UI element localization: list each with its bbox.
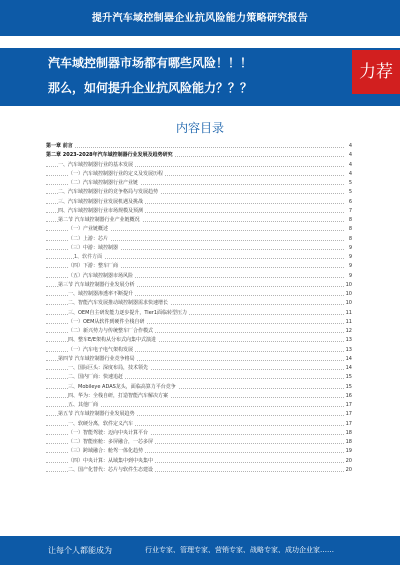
toc-row[interactable] — [46, 244, 352, 253]
toc-page-number: 17 — [344, 401, 352, 410]
toc-page-number: 10 — [344, 281, 352, 290]
toc-row[interactable] — [46, 188, 352, 197]
toc-row[interactable] — [46, 392, 352, 401]
toc-row[interactable] — [46, 383, 352, 392]
toc-entry-label: 第一章 前言 — [46, 142, 75, 151]
toc-row[interactable] — [46, 151, 352, 160]
recommend-seal — [352, 50, 400, 94]
toc-page-number: 11 — [344, 318, 352, 327]
footer-slogan: 让每个人都能成为 — [48, 546, 112, 555]
toc-page-number: 14 — [344, 364, 352, 373]
toc-entry-label: 二、智能汽车发展推动域控制器需求快速增长 — [68, 299, 170, 308]
toc-entry-label: 四、整车E/E架构从分布式向集中式演进 — [68, 336, 158, 345]
toc-entry-label: 二、国内厂商：快速追赶 — [68, 373, 125, 382]
toc-entry-label: 一、软硬分离，软件定义汽车 — [68, 420, 135, 429]
banner — [0, 48, 400, 106]
toc-entry-label: 1、软件方面 — [74, 253, 104, 262]
banner-line-1: 汽车域控制器市场都有哪些风险！！！ — [48, 56, 253, 70]
toc-row[interactable] — [46, 253, 352, 262]
toc-page-number: 8 — [347, 225, 352, 234]
toc-entry-label: （二）上游：芯片 — [68, 235, 110, 244]
toc-row[interactable] — [46, 225, 352, 234]
toc-page-number: 20 — [344, 457, 352, 466]
toc-entry-label: （三）中游：域控制器 — [68, 244, 120, 253]
footer-bar — [0, 536, 400, 565]
toc-entry-label: （一）汽车电子电气架构发展 — [68, 346, 135, 355]
toc-row[interactable] — [46, 142, 352, 151]
toc-page-number: 4 — [347, 151, 352, 160]
toc-page-number: 14 — [344, 355, 352, 364]
toc-row[interactable] — [46, 161, 352, 170]
toc-entry-label: （一）汽车域控制器行业的定义及发展历程 — [68, 170, 165, 179]
toc-row[interactable] — [46, 457, 352, 466]
toc-row[interactable] — [46, 290, 352, 299]
toc-row[interactable] — [46, 318, 352, 327]
toc-entry-label: 一、域控制器渗透率不断提升 — [68, 290, 135, 299]
toc-entry-label: （五）汽车域控制器市场风险 — [68, 272, 135, 281]
toc-row[interactable] — [46, 281, 352, 290]
toc-page-number: 15 — [344, 383, 352, 392]
toc-entry-label: （二）新兴势力与传统整车厂合作模式 — [68, 327, 155, 336]
toc-page-number: 10 — [344, 290, 352, 299]
toc-entry-label: 第五节 汽车域控制器行业发展趋势 — [58, 410, 137, 419]
toc-entry-label: 第三节 汽车域控制器行业发展分析 — [58, 281, 137, 290]
banner-line-2: 那么，如何提升企业抗风险能力？？？ — [48, 81, 253, 95]
toc-row[interactable] — [46, 299, 352, 308]
toc-entry-label: 一、汽车域控制器行业的基本发展 — [58, 161, 135, 170]
toc-row[interactable] — [46, 429, 352, 438]
toc-entry-label: （一）OEM从软件到硬件全栈自研 — [68, 318, 146, 327]
toc-row[interactable] — [46, 447, 352, 456]
toc-page-number: 13 — [344, 346, 352, 355]
seal-text: 力荐 — [359, 62, 393, 82]
toc-entry-label: （一）智能驾驶：迈向中央计算平台 — [68, 429, 150, 438]
toc-page-number: 6 — [347, 198, 352, 207]
toc-entry-label: 五、其他厂商 — [68, 401, 100, 410]
toc-entry-label: （一）产业链概述 — [68, 225, 110, 234]
report-title: 提升汽车域控制器企业抗风险能力策略研究报告 — [91, 13, 309, 24]
toc-entry-label: 第四节 汽车域控制器行业竞争格局 — [58, 355, 137, 364]
toc-page-number: 17 — [344, 410, 352, 419]
toc-entry-label: 三、OEM自主研发能力逐步提升，Tier1面临转型压力 — [68, 309, 189, 318]
toc-page-number: 5 — [347, 179, 352, 188]
toc-row[interactable] — [46, 355, 352, 364]
toc-entry-label: （四）下游：整车厂商 — [68, 262, 120, 271]
toc-page-number: 9 — [347, 253, 352, 262]
toc-page-number: 18 — [344, 429, 352, 438]
toc-row[interactable] — [46, 410, 352, 419]
toc-page-number: 13 — [344, 336, 352, 345]
toc-row[interactable] — [46, 327, 352, 336]
toc-row[interactable] — [46, 179, 352, 188]
toc-page-number: 9 — [347, 244, 352, 253]
toc-page-number: 9 — [347, 262, 352, 271]
toc-row[interactable] — [46, 373, 352, 382]
toc-page-number: 19 — [344, 447, 352, 456]
toc-row[interactable] — [46, 466, 352, 475]
toc-page-number: 5 — [347, 188, 352, 197]
toc-entry-label: 二、汽车域控制器行业的竞争格局与发展趋势 — [58, 188, 160, 197]
toc-entry-label: （三）跨域融合：舱驾一体化趋势 — [68, 447, 145, 456]
toc-entry-label: 第二节 汽车域控制器行业产业链概况 — [58, 216, 142, 225]
toc-page-number: 7 — [347, 207, 352, 216]
toc-row[interactable] — [46, 346, 352, 355]
toc-entry-label: （四）中央计算：从域集中到中央集中 — [68, 457, 155, 466]
toc-entry-label: 三、汽车域控制器行业发展机遇及挑战 — [58, 198, 145, 207]
toc-entry-label: 四、汽车域控制器行业市场规模及预测 — [58, 207, 145, 216]
toc-leader-dots — [46, 147, 344, 148]
toc-page-number: 4 — [347, 142, 352, 151]
toc-page-number: 9 — [347, 272, 352, 281]
toc-row[interactable] — [46, 207, 352, 216]
toc-row[interactable] — [46, 438, 352, 447]
toc-entry-label: 二、国产化替代：芯片与软件生态建设 — [68, 466, 155, 475]
toc-row[interactable] — [46, 272, 352, 281]
toc-page-number: 11 — [344, 309, 352, 318]
toc-entry-label: 第二章 2023-2028年汽车域控制器行业发展及趋势研究 — [46, 151, 175, 160]
toc-row[interactable] — [46, 364, 352, 373]
toc-row[interactable] — [46, 309, 352, 318]
toc-page-number: 15 — [344, 373, 352, 382]
table-of-contents — [46, 142, 352, 475]
toc-entry-label: 三、Mobileye ADAS龙头，面临高算力平台竞争 — [68, 383, 178, 392]
toc-page-number: 4 — [347, 170, 352, 179]
toc-row[interactable] — [46, 170, 352, 179]
toc-page-number: 17 — [344, 420, 352, 429]
toc-row[interactable] — [46, 262, 352, 271]
toc-title: 内容目录 — [175, 121, 224, 135]
toc-row[interactable] — [46, 235, 352, 244]
toc-page-number: 4 — [347, 161, 352, 170]
toc-page-number: 8 — [347, 235, 352, 244]
toc-page-number: 8 — [347, 216, 352, 225]
footer-roles: 行业专家、管理专家、营销专家、战略专家、成功企业家…… — [145, 546, 334, 554]
toc-entry-label: 四、华为：全栈自研，打造智能汽车解决方案 — [68, 392, 170, 401]
toc-entry-label: （二）汽车域控制器行业产业链 — [68, 179, 140, 188]
toc-page-number: 10 — [344, 299, 352, 308]
toc-entry-label: （二）智能座舱：多屏融合，一芯多屏 — [68, 438, 155, 447]
header-bar — [0, 0, 400, 36]
toc-page-number: 16 — [344, 392, 352, 401]
toc-row[interactable] — [46, 401, 352, 410]
toc-row[interactable] — [46, 336, 352, 345]
toc-page-number: 18 — [344, 438, 352, 447]
toc-page-number: 20 — [344, 466, 352, 475]
toc-page-number: 12 — [344, 327, 352, 336]
toc-row[interactable] — [46, 420, 352, 429]
toc-entry-label: 一、国际巨头：深度布局，技术领先 — [68, 364, 150, 373]
toc-row[interactable] — [46, 198, 352, 207]
toc-row[interactable] — [46, 216, 352, 225]
